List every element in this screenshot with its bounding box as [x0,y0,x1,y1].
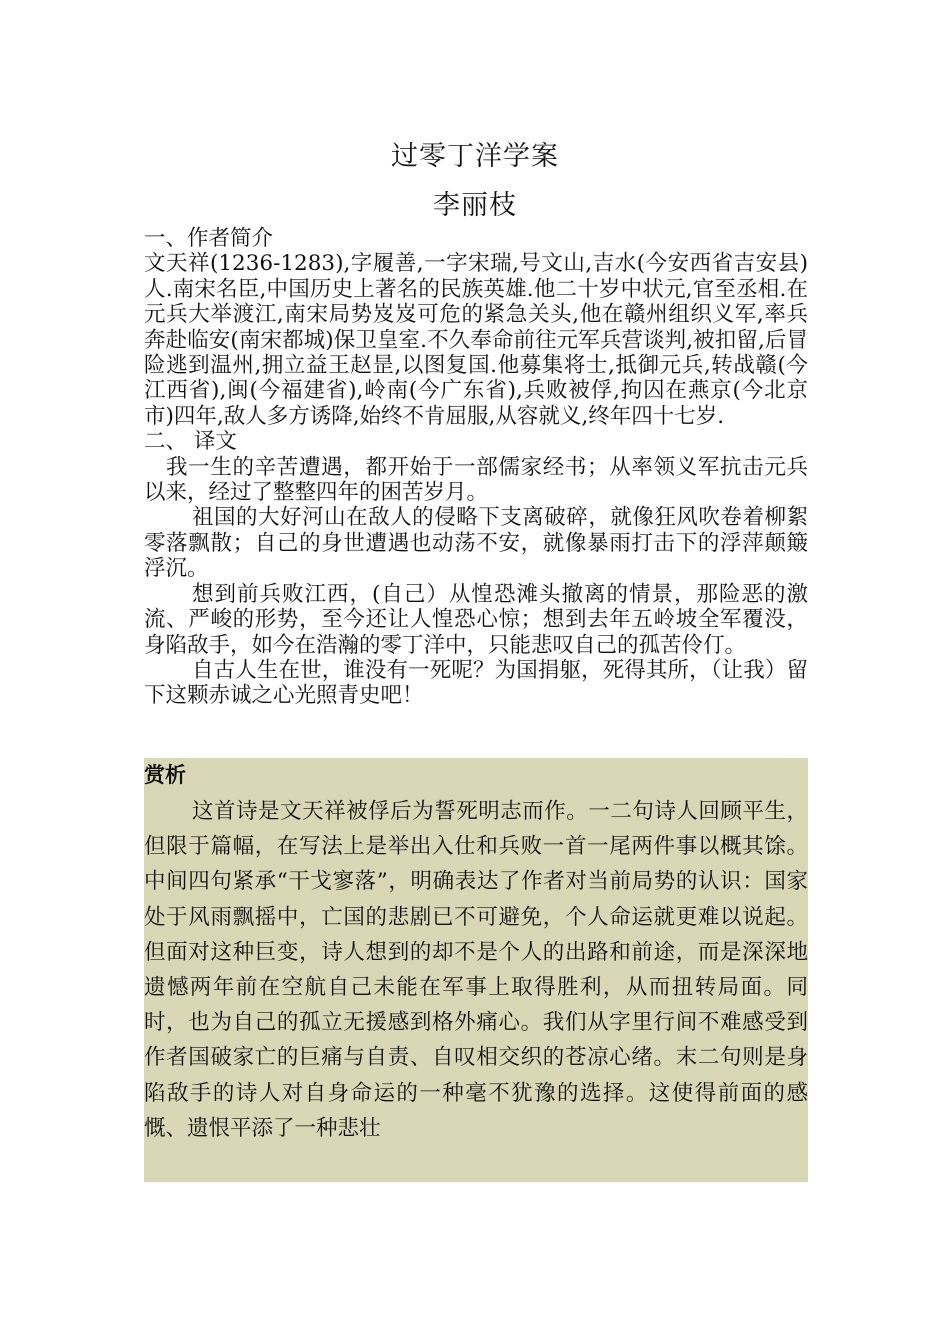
document-body [144,226,808,709]
document-title: 过零丁洋学案 [391,141,559,172]
translation-paragraph: 自古人生在世，谁没有一死呢？为国捐躯，死得其所，（让我）留下这颗赤诚之心光照青史吧！ [144,657,808,709]
appreciation-heading: 赏析 [144,763,186,787]
appreciation-section [144,758,808,1182]
translation-paragraph: 想到前兵败江西，(自己）从惶恐滩头撤离的情景，那险恶的激流、严峻的形势，至今还让人惶恐心惊；想到去年五岭坡全军覆没，身陷敌手，如今在浩瀚的零丁洋中，只能悲叹自己的孤苦伶仃。 [144,581,808,658]
author-intro-heading: 一、作者简介 [144,226,274,251]
translation-paragraph: 祖国的大好河山在敌人的侵略下支离破碎，就像狂风吹卷着柳絮零落飘散；自己的身世遭遇也动荡不安，就像暴雨打击下的浮萍颠簸浮沉。 [144,505,808,582]
translation-paragraph: 我一生的辛苦遭遇，都开始于一部儒家经书；从率领义军抗击元兵以来，经过了整整四年的困苦岁月。 [144,454,808,506]
appreciation-text: 这首诗是文天祥被俘后为誓死明志而作。一二句诗人回顾平生，但限于篇幅，在写法上是举出入仕和兵败一首一尾两件事以概其馀。中间四句紧承“干戈寥落”，明确表达了作者对当前局势的认识：国家处于风雨飘摇中，亡国的悲剧已不可避免，个人命运就更难以说起。但面对这种巨变，诗人想到的却不是个人的出路和前途，而是深深地遗憾两年前在空航自己未能在军事上取得胜利，从而扭转局面。同时，也为自己的孤立无援感到格外痛心。我们从字里行间不难感受到作者国破家亡的巨痛与自责、自叹相交织的苍凉心绪。末二句则是身陷敌手的诗人对自身命运的一种毫不犹豫的选择。这使得前面的感慨、遗恨平添了一种悲壮 [144,799,808,1141]
author-intro-text: 文天祥(1236-1283),字履善,一字宋瑞,号文山,吉水(今安西省吉安县)人.南宋名臣,中国历史上著名的民族英雄.他二十岁中状元,官至丞相.在元兵大举渡江,南宋局势岌岌可危的紧急关头,他在赣州组织义军,率兵奔赴临安(南宋都城)保卫皇室.不久奉命前往元军兵营谈判,被扣留,后冒险逃到温州,拥立益王赵昰,以图复国.他募集将士,抵御元兵,转战赣(今江西省),闽(今福建省),岭南(今广东省),兵败被俘,拘囚在燕京(今北京市)四年,敌人多方诱降,始终不肯屈服,从容就义,终年四十七岁. [144,251,808,429]
document-author: 李丽枝 [433,190,517,221]
translation-heading: 二、 译文 [144,429,237,455]
